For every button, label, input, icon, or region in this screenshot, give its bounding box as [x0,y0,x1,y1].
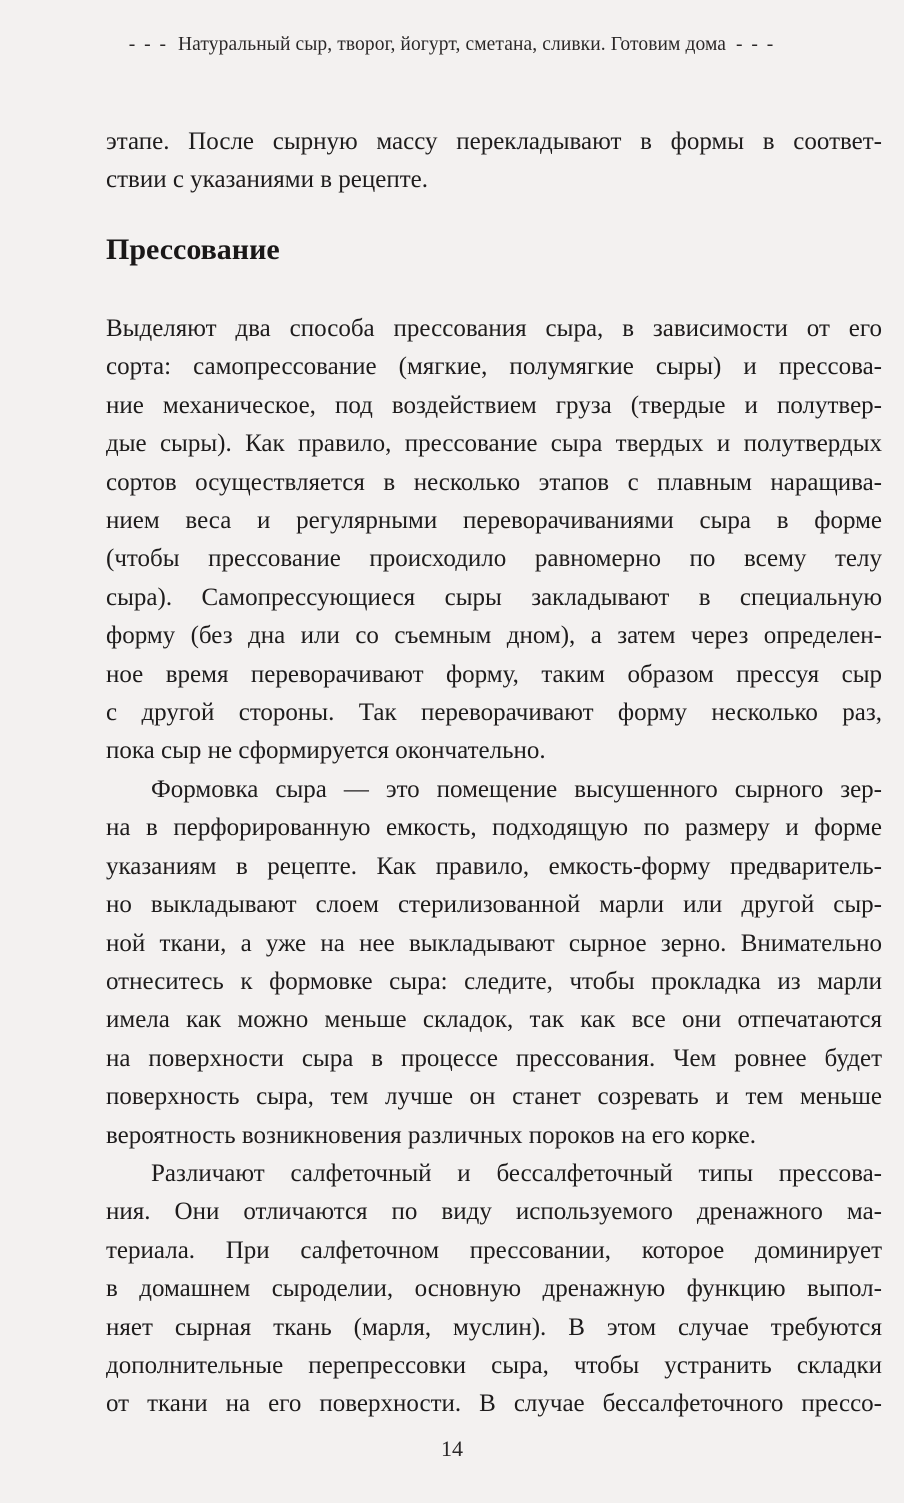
text-line: на в перфорированную емкость, подходящую по размеру и форме [106,814,882,842]
text-line: ной ткани, а уже на нее выкладывают сырное зерно. Внимательно [106,929,882,957]
text-line: сорта: самопрессование (мягкие, полумягкие сыры) и прессова- [106,353,882,381]
text-line: от ткани на его поверхности. В случае бессалфеточного прессо- [106,1390,882,1418]
header-dash-left: - - - [128,34,169,55]
text-line: териала. При салфеточном прессовании, которое доминирует [106,1236,882,1264]
text-line: ствии с указаниями в рецепте. [106,166,428,194]
text-line: дые сыры). Как правило, прессование сыра твердых и полутвердых [106,430,882,458]
text-line: ное время переворачивают форму, таким образом прессуя сыр [106,660,882,688]
text-line: сыра). Самопрессующиеся сыры закладывают в специальную [106,583,882,611]
text-line: но выкладывают слоем стерилизованной марли или другой сыр- [106,891,882,919]
text-line: указаниям в рецепте. Как правило, емкость-форму предваритель- [106,852,882,880]
text-line: Формовка сыра — это помещение высушенного сырного зер- [151,776,882,803]
text-line: этапе. После сырную массу перекладывают в формы в соответ- [106,128,882,155]
paragraph-1 [106,310,882,771]
text-line: сортов осуществляется в несколько этапов с плавным наращива- [106,468,882,496]
intro-text [106,123,882,200]
header-title: Натуральный сыр, творог, йогурт, сметана, сливки. Готовим дома [177,34,727,55]
section-heading: Прессование [106,233,280,266]
header-dash-right: - - - [735,34,776,55]
text-line: с другой стороны. Так переворачивают форму несколько раз, [106,698,882,726]
running-header [0,34,904,56]
text-line: няет сырная ткань (марля, муслин). В этом случае требуются [106,1313,882,1341]
text-line: дополнительные перепрессовки сыра, чтобы устранить складки [106,1351,882,1379]
text-line: на поверхности сыра в процессе прессования. Чем ровнее будет [106,1044,882,1072]
text-line: ние механическое, под воздействием груза (твердые и полутвер- [106,391,882,419]
text-line: имела как можно меньше складок, так как все они отпечатаются [106,1006,882,1034]
text-line: ния. Они отличаются по виду используемого дренажного ма- [106,1198,882,1226]
text-line: Различают салфеточный и бессалфеточный типы прессова- [151,1160,882,1187]
text-line: пока сыр не сформируется окончательно. [106,737,546,765]
text-line: нием веса и регулярными переворачиваниями сыра в форме [106,506,882,534]
text-line: (чтобы прессование происходило равномерно по всему телу [106,545,882,573]
page-number: 14 [441,1436,463,1461]
paragraph-2 [106,771,882,1155]
text-line: вероятность возникновения различных пороков на его корке. [106,1121,757,1149]
text-line: в домашнем сыроделии, основную дренажную функцию выпол- [106,1275,882,1303]
text-line: поверхность сыра, тем лучше он станет созревать и тем меньше [106,1083,882,1111]
text-line: форму (без дна или со съемным дном), а затем через определен- [106,622,882,650]
text-line: отнеситесь к формовке сыра: следите, чтобы прокладка из марли [106,967,882,995]
text-line: Выделяют два способа прессования сыра, в зависимости от его [106,315,882,342]
paragraph-3 [106,1155,882,1424]
